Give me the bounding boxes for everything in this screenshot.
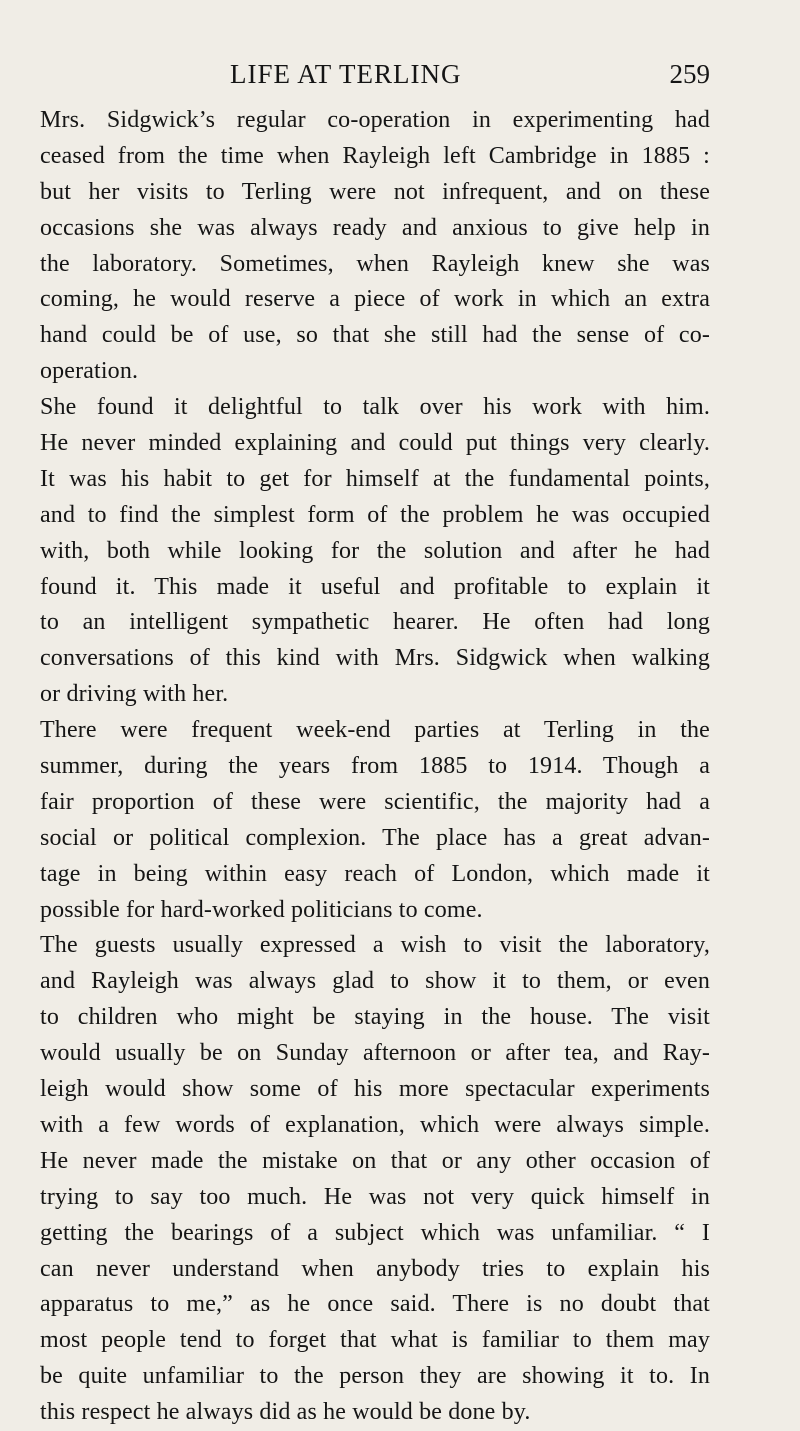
text-line: conversations of this kind with Mrs. Sidgwick when walking	[40, 645, 710, 672]
text-line: fair proportion of these were scientific, the majority had a	[40, 788, 710, 815]
text-line: operation.	[40, 358, 139, 385]
text-line: It was his habit to get for himself at the fundamental points,	[40, 465, 710, 492]
text-line: She found it delightful to talk over his work with him.	[40, 394, 710, 421]
text-line: There were frequent week-end parties at Terling in the	[40, 717, 710, 744]
text-line: can never understand when anybody tries to explain his	[40, 1255, 710, 1282]
text-line: summer, during the years from 1885 to 1914. Though a	[40, 753, 710, 780]
text-line: occasions she was always ready and anxious to give help in	[40, 214, 710, 241]
text-line: this respect he always did as he would be done by.	[40, 1399, 531, 1426]
text-line: getting the bearings of a subject which was unfamiliar. “ I	[40, 1219, 710, 1246]
text-line: apparatus to me,” as he once said. There is no doubt that	[40, 1291, 710, 1318]
text-line: but her visits to Terling were not infrequent, and on these	[40, 178, 710, 205]
text-line: found it. This made it useful and profitable to explain it	[40, 573, 710, 600]
text-line: The guests usually expressed a wish to visit the laboratory,	[40, 932, 710, 959]
text-line: tage in being within easy reach of London, which made it	[40, 860, 710, 887]
text-line: the laboratory. Sometimes, when Rayleigh knew she was	[40, 250, 710, 277]
text-line: He never minded explaining and could put things very clearly.	[40, 430, 710, 457]
text-line: leigh would show some of his more spectacular experiments	[40, 1076, 710, 1103]
text-line: would usually be on Sunday afternoon or after tea, and Ray-	[40, 1040, 710, 1067]
text-line: most people tend to forget that what is familiar to them may	[40, 1327, 710, 1354]
body-text	[40, 103, 710, 1431]
text-line: with, both while looking for the solution and after he had	[40, 537, 710, 564]
text-line: or driving with her.	[40, 681, 229, 708]
text-line: to children who might be staying in the house. The visit	[40, 1004, 710, 1031]
text-line: hand could be of use, so that she still had the sense of co-	[40, 322, 710, 349]
text-line: be quite unfamiliar to the person they are showing it to. In	[40, 1363, 710, 1390]
running-title: LIFE AT TERLING	[230, 59, 462, 89]
page-number: 259	[669, 59, 710, 89]
running-header	[40, 54, 710, 94]
text-line: social or political complexion. The place has a great advan-	[40, 824, 710, 851]
text-line: possible for hard-worked politicians to come.	[40, 896, 483, 923]
text-line: and to find the simplest form of the problem he was occupied	[40, 501, 710, 528]
text-line: He never made the mistake on that or any other occasion of	[40, 1147, 710, 1174]
text-line: to an intelligent sympathetic hearer. He often had long	[40, 609, 710, 636]
text-line: Mrs. Sidgwick’s regular co-operation in experimenting had	[40, 107, 710, 133]
text-line: and Rayleigh was always glad to show it to them, or even	[40, 968, 710, 995]
text-line: ceased from the time when Rayleigh left Cambridge in 1885 :	[40, 142, 710, 169]
text-line: with a few words of explanation, which were always simple.	[40, 1111, 710, 1138]
text-line: trying to say too much. He was not very quick himself in	[40, 1183, 710, 1210]
text-line: coming, he would reserve a piece of work in which an extra	[40, 286, 710, 313]
